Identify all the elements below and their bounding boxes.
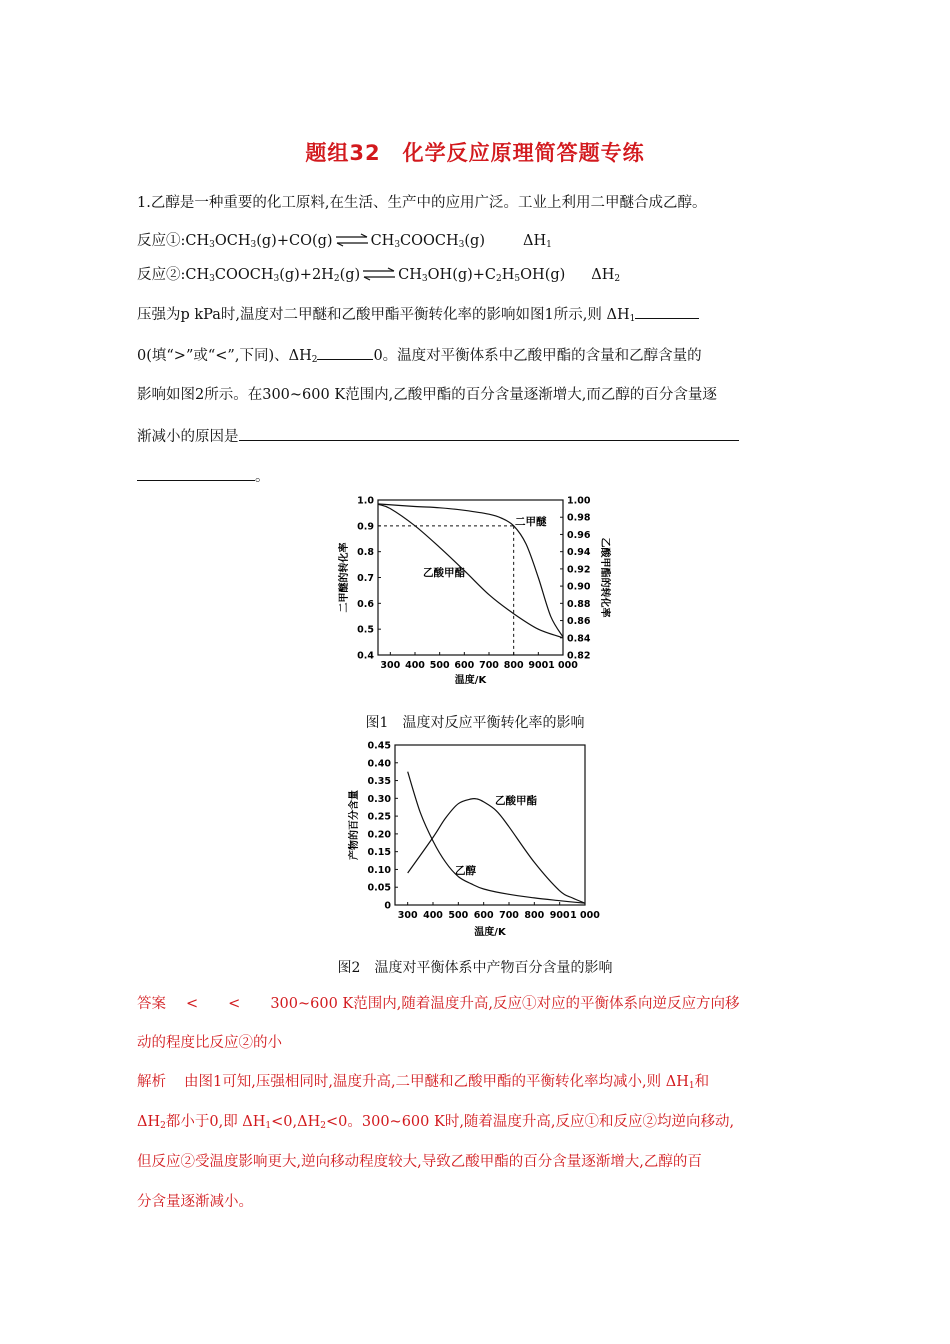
y2-tick-label: 0.98: [567, 512, 591, 524]
y2-tick-label: 0.94: [567, 547, 591, 559]
question-paragraph-1: 压强为p kPa时,温度对二甲醚和乙酸甲酯平衡转化率的影响如图1所示,则 $\Delta H_1$: [137, 304, 699, 329]
question-paragraph-4: 渐减小的原因是: [137, 426, 739, 447]
x-tick-label: 400: [423, 910, 443, 921]
x-tick-label: 900: [528, 660, 549, 671]
y-tick-label: 0.5: [357, 624, 374, 636]
answer-blank-2[interactable]: [317, 345, 373, 360]
question-paragraph-5: 。: [137, 466, 270, 487]
answer-blank-3[interactable]: [239, 426, 739, 441]
y-tick-label: 0.30: [367, 793, 391, 805]
series-label: 乙酸甲酯: [495, 795, 537, 807]
y2-axis-label: 乙酸甲酯的转化率: [599, 537, 610, 618]
y-tick-label: 0.05: [367, 882, 391, 894]
y-tick-label: 1.0: [357, 495, 374, 507]
y-tick-label: 0.7: [357, 573, 374, 584]
analysis-line-1: 解析 由图1可知,压强相同时,温度升高,二甲醚和乙酸甲酯的平衡转化率均减小,则 $\Delta H_1$和: [137, 1074, 710, 1091]
x-axis-label: 温度/K: [474, 927, 506, 938]
y2-tick-label: 0.90: [567, 581, 591, 593]
y2-tick-label: 0.84: [567, 633, 591, 645]
reaction-2: 反应$②:CH_3COOCH_3(g)+2H_2(g)$ $CH_3OH(g)+C_2H_5OH(g)$ $\Delta H_2$: [137, 267, 621, 284]
x-tick-label: 600: [454, 660, 475, 671]
x-tick-label: 800: [524, 910, 545, 921]
y2-tick-label: 0.92: [567, 564, 591, 576]
answer-line-2: 动的程度比反应②的小: [137, 1035, 282, 1051]
series-label: 乙醇: [455, 865, 476, 877]
question-paragraph-3: 影响如图2所示。在300~600 K范围内,乙酸甲酯的百分含量逐渐增大,而乙醇的百分含量逐: [137, 387, 717, 403]
reaction-1: 反应$①:CH_3OCH_3(g)+CO(g)$ $CH_3COOCH_3(g)$ $\Delta H_1$: [137, 233, 552, 250]
y-tick-label: 0.40: [367, 758, 391, 770]
answer-blank-4[interactable]: [137, 466, 255, 481]
y-tick-label: 0.6: [357, 598, 374, 610]
equilibrium-arrow-icon: [362, 267, 396, 281]
answer-line-1: 答案 < < 300~600 K范围内,随着温度升高,反应①对应的平衡体系向逆反应方向移: [137, 996, 740, 1012]
y2-tick-label: 1.00: [567, 495, 591, 507]
figure-1-caption: 图1 温度对反应平衡转化率的影响: [365, 715, 585, 731]
y-tick-label: 0.4: [357, 650, 374, 662]
analysis-line-3: 但反应②受温度影响更大,逆向移动程度较大,导致乙酸甲酯的百分含量逐渐增大,乙醇的百: [137, 1154, 702, 1170]
y-tick-label: 0.8: [357, 547, 374, 559]
y-tick-label: 0.45: [367, 740, 391, 752]
y-tick-label: 0.10: [367, 864, 391, 876]
page-title: 题组32 化学反应原理简答题专练: [305, 141, 645, 165]
x-tick-label: 800: [503, 660, 524, 671]
equilibrium-arrow-icon: [335, 233, 369, 247]
analysis-line-2: $\Delta H_2$都小于0,即 $\Delta H_1<0,\Delta H_2<0$。300~600 K时,随着温度升高,反应①和反应②均逆向移动,: [137, 1114, 735, 1131]
y-tick-label: 0.35: [367, 776, 391, 788]
x-tick-label: 400: [405, 660, 425, 671]
x-tick-label: 700: [499, 910, 519, 921]
figure-2-caption: 图2 温度对平衡体系中产物百分含量的影响: [337, 960, 613, 976]
series-line-1: [408, 799, 585, 904]
y2-tick-label: 0.82: [567, 650, 591, 662]
y-tick-label: 0: [384, 900, 391, 912]
series-label: 二甲醚: [515, 516, 547, 528]
analysis-line-4: 分含量逐渐减小。: [137, 1194, 253, 1210]
y-tick-label: 0.15: [367, 847, 391, 859]
x-tick-label: 1 000: [570, 910, 600, 921]
y2-tick-label: 0.88: [567, 598, 591, 610]
x-tick-label: 300: [380, 660, 401, 671]
y-tick-label: 0.25: [367, 811, 391, 823]
answer-blank-1[interactable]: [635, 304, 699, 319]
y2-tick-label: 0.96: [567, 529, 591, 541]
question-paragraph-2: 0(填“>”或“<”,下同)、$\Delta H_2$ 0。温度对平衡体系中乙酸甲酯的含量和乙醇含量的: [137, 345, 702, 370]
figure-2-chart: [345, 735, 605, 945]
y2-tick-label: 0.86: [567, 616, 591, 628]
figure-1-chart: [335, 490, 620, 690]
x-tick-label: 1 000: [548, 660, 578, 671]
x-tick-label: 900: [549, 910, 570, 921]
y-tick-label: 0.20: [367, 829, 391, 841]
x-tick-label: 500: [429, 660, 450, 671]
x-tick-label: 600: [473, 910, 494, 921]
plot-frame: [395, 745, 585, 905]
x-axis-label: 温度/K: [454, 675, 487, 686]
x-tick-label: 700: [479, 660, 499, 671]
y-tick-label: 0.9: [357, 521, 374, 533]
y-axis-label: 产物的百分含量: [349, 790, 360, 860]
series-line-2: [408, 772, 585, 904]
y-axis-label: 二甲醚的转化率: [339, 542, 350, 613]
question-intro: 1.乙醇是一种重要的化工原料,在生活、生产中的应用广泛。工业上利用二甲醚合成乙醇。: [137, 195, 707, 211]
series-label: 乙酸甲酯: [423, 567, 465, 579]
x-tick-label: 300: [397, 910, 418, 921]
x-tick-label: 500: [448, 910, 469, 921]
